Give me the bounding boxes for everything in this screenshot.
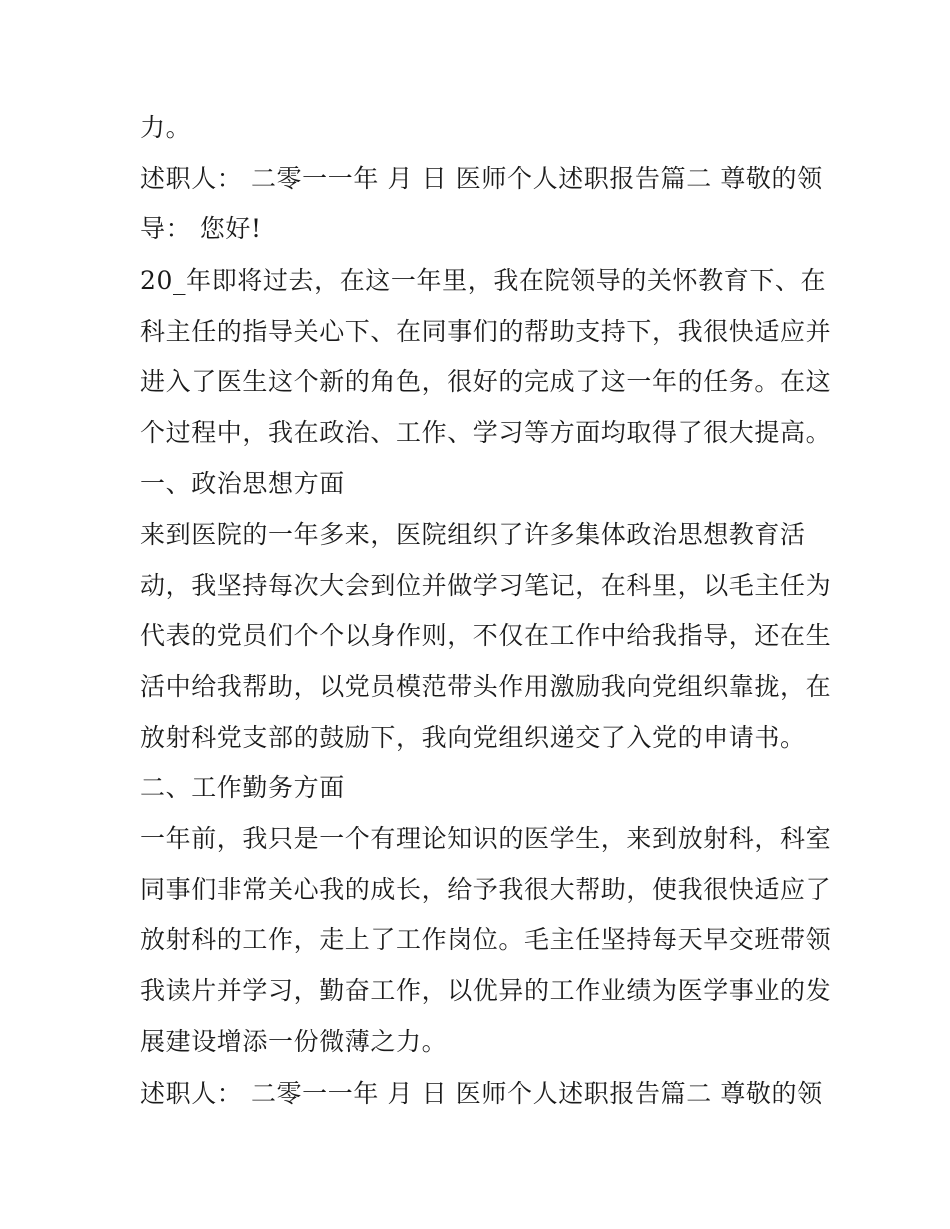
- text-line: 20_年即将过去，在这一年里，我在院领导的关怀教育下、在: [140, 266, 827, 295]
- section-heading: 二、工作勤务方面: [140, 773, 345, 802]
- text-line: 述职人： 二零一一年 月 日 医师个人述职报告篇二 尊敬的领: [140, 1079, 823, 1108]
- text-line: 力。: [140, 113, 192, 142]
- text-line: 来到医院的一年多来，医院组织了许多集体政治思想教育活: [140, 520, 806, 549]
- text-line: 述职人： 二零一一年 月 日 医师个人述职报告篇二 尊敬的领: [140, 164, 823, 193]
- text-line: 代表的党员们个个以身作则，不仅在工作中给我指导，还在生: [140, 621, 832, 650]
- text-line: 导： 您好!: [140, 214, 262, 243]
- text-line: 科主任的指导关心下、在同事们的帮助支持下，我很快适应并: [140, 317, 832, 346]
- text-line: 放射科的工作，走上了工作岗位。毛主任坚持每天早交班带领: [140, 925, 832, 954]
- text-line: 个过程中，我在政治、工作、学习等方面均取得了很大提高。: [140, 418, 832, 447]
- text-line: 动，我坚持每次大会到位并做学习笔记，在科里，以毛主任为: [140, 571, 832, 600]
- text-line: 展建设增添一份微薄之力。: [140, 1027, 448, 1056]
- text-line: 我读片并学习，勤奋工作，以优异的工作业绩为医学事业的发: [140, 976, 832, 1005]
- text-line: 放射科党支部的鼓励下，我向党组织递交了入党的申请书。: [140, 723, 806, 752]
- section-heading: 一、政治思想方面: [140, 469, 345, 498]
- text-line: 进入了医生这个新的角色，很好的完成了这一年的任务。在这: [140, 367, 832, 396]
- text-line: 同事们非常关心我的成长，给予我很大帮助，使我很快适应了: [140, 875, 832, 904]
- text-line: 一年前，我只是一个有理论知识的医学生，来到放射科，科室: [140, 824, 832, 853]
- text-line: 活中给我帮助，以党员模范带头作用激励我向党组织靠拢，在: [140, 672, 832, 701]
